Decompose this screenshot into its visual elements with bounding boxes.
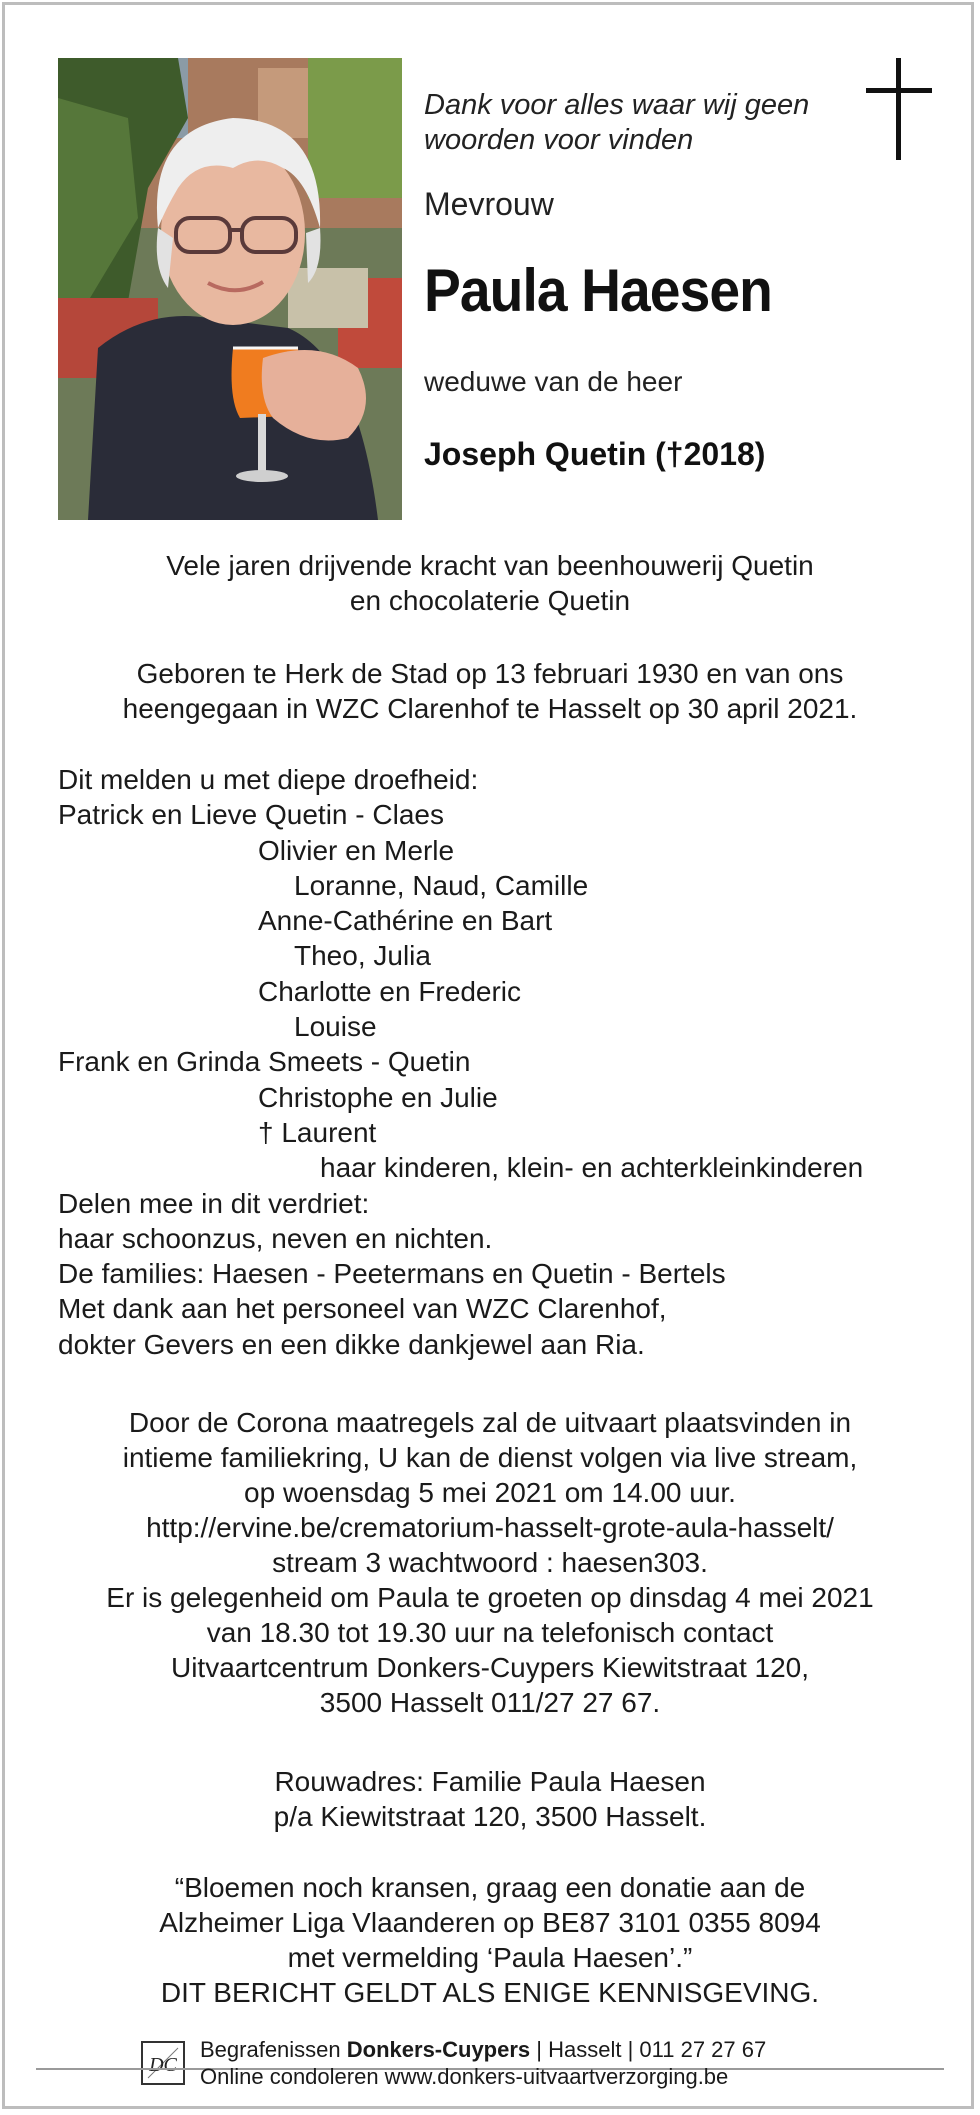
footer-suffix: | Hasselt | 011 27 27 67 xyxy=(530,2037,767,2062)
mourner-line: Louise xyxy=(294,1011,377,1043)
birth-block xyxy=(40,656,940,726)
closing-block xyxy=(40,1870,940,2010)
footer-online-link[interactable]: Online condoleren www.donkers-uitvaartverzorging.be xyxy=(200,2064,729,2089)
mourner-line: Theo, Julia xyxy=(294,940,431,972)
mourner-line: De families: Haesen - Peetermans en Quetin - Bertels xyxy=(58,1258,726,1290)
funeral-line: Uitvaartcentrum Donkers-Cuypers Kiewitstraat 120, xyxy=(170,1652,809,1683)
mourner-line: † Laurent xyxy=(258,1116,377,1148)
funeral-line: Er is gelegenheid om Paula te groeten op dinsdag 4 mei 2021 xyxy=(106,1582,874,1613)
funeral-line: 3500 Hasselt 011/27 27 67. xyxy=(319,1687,661,1718)
mourner-line: Charlotte en Frederic xyxy=(258,975,522,1007)
funeral-line: Door de Corona maatregels zal de uitvaart plaatsvinden in xyxy=(128,1407,852,1438)
footer-prefix: Begrafenissen xyxy=(200,2037,347,2062)
funeral-line: op woensdag 5 mei 2021 om 14.00 uur. xyxy=(244,1477,736,1508)
footer-company: Donkers-Cuypers xyxy=(346,2037,531,2062)
mourner-line: Patrick en Lieve Quetin - Claes xyxy=(58,799,444,831)
mourner-line: Loranne, Naud, Camille xyxy=(294,869,589,901)
mourners-list xyxy=(58,762,958,1362)
birth-line: Geboren te Herk de Stad op 13 februari 1930 en van ons xyxy=(136,658,844,689)
intro-line: Vele jaren drijvende kracht van beenhouwerij Quetin xyxy=(166,550,814,581)
title-prefix: Mevrouw xyxy=(424,186,554,222)
footer-company-line xyxy=(200,2036,766,2063)
address-line: Rouwadres: Familie Paula Haesen xyxy=(274,1766,706,1797)
closing-line: “Bloemen noch kransen, graag een donatie aan de xyxy=(174,1872,806,1903)
closing-line: met vermelding ‘Paula Haesen’.” xyxy=(287,1942,693,1973)
livestream-link[interactable]: http://ervine.be/crematorium-hasselt-grote-aula-hasselt/ xyxy=(146,1512,834,1543)
mourner-line: Dit melden u met diepe droefheid: xyxy=(58,764,479,795)
address-line: p/a Kiewitstraat 120, 3500 Hasselt. xyxy=(273,1801,707,1832)
funeral-line: van 18.30 tot 19.30 uur na telefonisch contact xyxy=(206,1617,774,1648)
mourner-line: Anne-Cathérine en Bart xyxy=(258,905,553,937)
mourner-line: haar schoonzus, neven en nichten. xyxy=(58,1222,493,1254)
mourner-line: Olivier en Merle xyxy=(258,834,455,866)
funeral-block xyxy=(40,1405,940,1720)
mourner-line: Delen mee in dit verdriet: xyxy=(58,1187,370,1219)
funeral-line: intieme familiekring, U kan de dienst volgen via live stream, xyxy=(122,1442,858,1473)
portrait-photo xyxy=(58,58,402,520)
mourner-line: dokter Gevers en een dikke dankjewel aan Ria. xyxy=(58,1328,645,1360)
quote-line-1: Dank voor alles waar wij geen xyxy=(424,89,810,121)
funeral-line: stream 3 wachtwoord : haesen303. xyxy=(272,1547,708,1578)
husband-name: Joseph Quetin (†2018) xyxy=(424,436,766,472)
closing-line: DIT BERICHT GELDT ALS ENIGE KENNISGEVING. xyxy=(160,1977,820,2008)
footer xyxy=(200,2036,766,2090)
quote-line-2: woorden voor vinden xyxy=(424,124,694,156)
mourner-line: Christophe en Julie xyxy=(258,1081,498,1113)
intro-block xyxy=(40,548,940,618)
intro-line: en chocolaterie Quetin xyxy=(349,585,631,616)
mourner-line: haar kinderen, klein- en achterkleinkinderen xyxy=(320,1152,864,1184)
mourner-line: Met dank aan het personeel van WZC Clarenhof, xyxy=(58,1293,667,1325)
address-block xyxy=(40,1764,940,1834)
quote xyxy=(424,88,864,158)
closing-line: Alzheimer Liga Vlaanderen op BE87 3101 0355 8094 xyxy=(159,1907,821,1938)
mourner-line: Frank en Grinda Smeets - Quetin xyxy=(58,1046,471,1078)
widow-text: weduwe van de heer xyxy=(424,366,683,397)
logo-text: DC xyxy=(149,2054,177,2076)
deceased-name: Paula Haesen xyxy=(424,257,772,324)
donkers-cuypers-logo xyxy=(140,2040,186,2086)
birth-line: heengegaan in WZC Clarenhof te Hasselt op 30 april 2021. xyxy=(122,693,858,724)
latin-cross-icon xyxy=(864,58,934,160)
